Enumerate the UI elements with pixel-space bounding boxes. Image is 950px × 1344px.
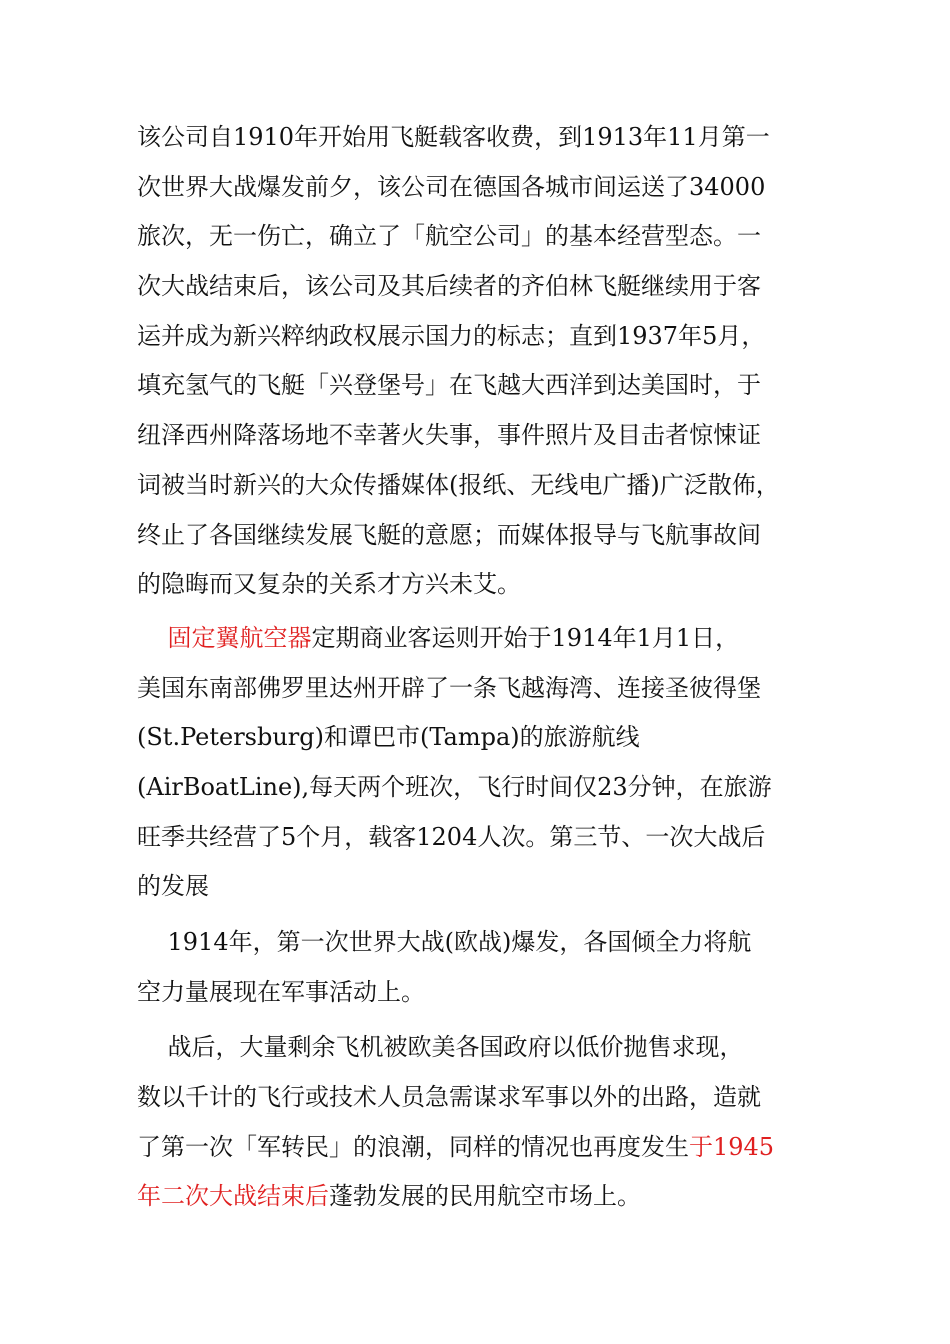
text-segment: 旅次，无一伤亡，确立了「航空公司」的基本经营型态。一 bbox=[137, 222, 761, 251]
text-segment: 纽泽西州降落场地不幸著火失事，事件照片及目击者惊悚证 bbox=[137, 421, 761, 450]
text-segment: 战后，大量剩余飞机被欧美各国政府以低价抛售求现， bbox=[137, 1033, 744, 1062]
text-segment: 定期商业客运则开始于1914年1月1日， bbox=[311, 623, 740, 652]
text-line bbox=[137, 664, 827, 714]
paragraph bbox=[137, 614, 827, 912]
text-segment: 运并成为新兴粹纳政权展示国力的标志；直到1937年5月， bbox=[137, 321, 766, 350]
paragraph bbox=[137, 113, 827, 610]
text-line bbox=[137, 113, 827, 163]
text-line bbox=[137, 163, 827, 213]
highlighted-text: 固定翼航空器 bbox=[167, 623, 312, 652]
text-segment: 旺季共经营了5个月，载客1204人次。第三节、一次大战后 bbox=[137, 822, 766, 851]
text-segment: 美国东南部佛罗里达州开辟了一条飞越海湾、连接圣彼得堡 bbox=[137, 673, 761, 702]
text-segment bbox=[137, 624, 168, 652]
text-segment: 数以千计的飞行或技术人员急需谋求军事以外的出路，造就 bbox=[137, 1083, 761, 1112]
text-line bbox=[137, 560, 827, 610]
paragraph bbox=[137, 1023, 827, 1222]
document-body bbox=[137, 113, 827, 1222]
text-segment: 填充氢气的飞艇「兴登堡号」在飞越大西洋到达美国时，于 bbox=[137, 371, 761, 400]
text-line bbox=[137, 1172, 827, 1222]
text-line bbox=[137, 511, 827, 561]
text-segment: 词被当时新兴的大众传播媒体(报纸、无线电广播)广泛散佈， bbox=[137, 470, 780, 499]
text-segment: 了第一次「军转民」的浪潮，同样的情况也再度发生 bbox=[137, 1132, 689, 1161]
text-line bbox=[137, 411, 827, 461]
text-segment: (St.Petersburg)和谭巴市(Tampa)的旅游航线 bbox=[137, 723, 640, 752]
text-line bbox=[137, 862, 827, 912]
text-line bbox=[137, 361, 827, 411]
text-line bbox=[137, 1073, 827, 1123]
text-line bbox=[137, 968, 827, 1018]
text-line bbox=[137, 614, 827, 664]
text-segment: 空力量展现在军事活动上。 bbox=[137, 977, 425, 1006]
text-line bbox=[137, 763, 827, 813]
text-segment: 蓬勃发展的民用航空市场上。 bbox=[329, 1182, 641, 1211]
highlighted-text: 年二次大战结束后 bbox=[137, 1182, 329, 1211]
text-segment: 1914年，第一次世界大战(欧战)爆发，各国倾全力将航 bbox=[137, 928, 752, 956]
text-segment: 次世界大战爆发前夕，该公司在德国各城市间运送了34000 bbox=[137, 172, 766, 201]
text-line bbox=[137, 312, 827, 362]
text-line bbox=[137, 918, 827, 968]
text-line bbox=[137, 212, 827, 262]
text-line bbox=[137, 461, 827, 511]
text-line bbox=[137, 1023, 827, 1073]
text-segment: 的隐晦而又复杂的关系才方兴未艾。 bbox=[137, 570, 521, 599]
text-line bbox=[137, 262, 827, 312]
text-segment: (AirBoatLine),每天两个班次，飞行时间仅23分钟，在旅游 bbox=[137, 772, 772, 801]
text-line bbox=[137, 1123, 827, 1173]
text-segment: 的发展 bbox=[137, 872, 209, 901]
text-line bbox=[137, 713, 827, 763]
highlighted-text: 于1945 bbox=[689, 1132, 775, 1161]
paragraph bbox=[137, 918, 827, 1017]
text-segment: 次大战结束后，该公司及其后续者的齐伯林飞艇继续用于客 bbox=[137, 272, 761, 301]
text-line bbox=[137, 813, 827, 863]
text-segment: 该公司自1910年开始用飞艇载客收费，到1913年11月第一 bbox=[137, 123, 770, 151]
text-segment: 终止了各国继续发展飞艇的意愿；而媒体报导与飞航事故间 bbox=[137, 520, 761, 549]
